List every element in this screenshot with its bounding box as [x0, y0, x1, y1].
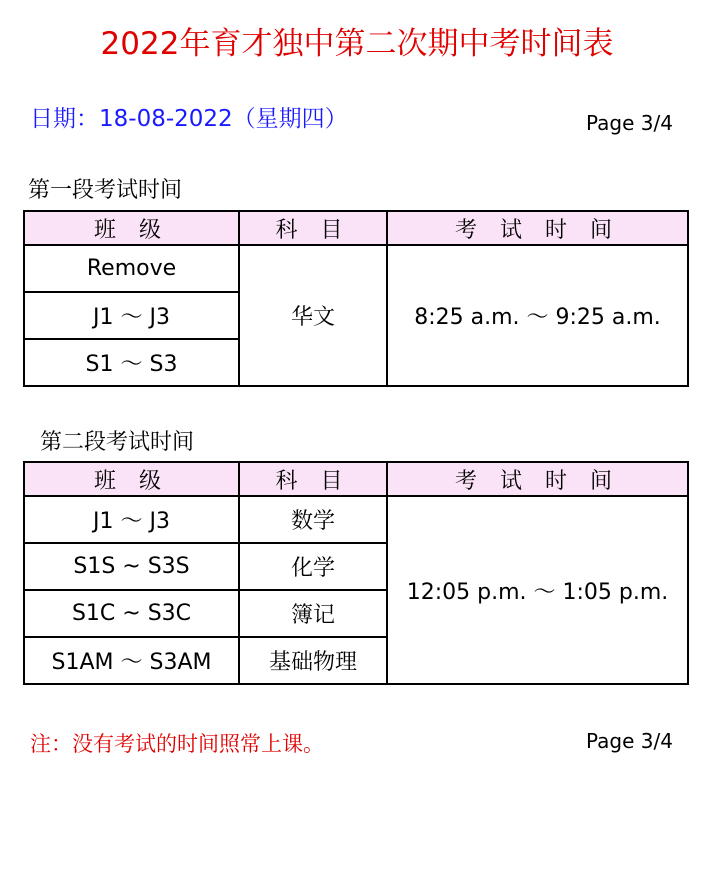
- class-cell: S1S ~ S3S: [24, 543, 239, 590]
- class-cell: J1 ～ J3: [24, 292, 239, 339]
- class-cell: Remove: [24, 245, 239, 292]
- table-row: [24, 496, 688, 543]
- subject-cell: 基础物理: [239, 637, 387, 684]
- header-time: 考 试 时 间: [387, 211, 688, 245]
- subject-cell: 簿记: [239, 590, 387, 637]
- header-class: 班 级: [24, 462, 239, 496]
- section1-table: [23, 210, 689, 387]
- exam-date: 日期：18-08-2022（星期四）: [30, 106, 348, 132]
- section1-title: 第一段考试时间: [28, 178, 183, 203]
- section2-table: [23, 461, 689, 685]
- class-cell: S1 ～ S3: [24, 339, 239, 386]
- table-header-row: [24, 462, 688, 496]
- header-time: 考 试 时 间: [387, 462, 688, 496]
- subject-cell: 华文: [239, 245, 387, 386]
- class-cell: J1 ～ J3: [24, 496, 239, 543]
- time-cell: 8:25 a.m. ～ 9:25 a.m.: [387, 245, 688, 386]
- footer-note: 注：没有考试的时间照常上课。: [30, 732, 324, 756]
- subject-cell: 数学: [239, 496, 387, 543]
- page-title: 2022年育才独中第二次期中考时间表: [100, 26, 614, 62]
- table-header-row: [24, 211, 688, 245]
- class-cell: S1AM ～ S3AM: [24, 637, 239, 684]
- page-number-top: Page 3/4: [586, 111, 673, 135]
- page-number-bottom: Page 3/4: [586, 729, 673, 753]
- time-cell: 12:05 p.m. ～ 1:05 p.m.: [387, 496, 688, 684]
- section2-title: 第二段考试时间: [40, 430, 195, 455]
- subject-cell: 化学: [239, 543, 387, 590]
- class-cell: S1C ~ S3C: [24, 590, 239, 637]
- header-class: 班 级: [24, 211, 239, 245]
- header-subject: 科 目: [239, 211, 387, 245]
- table-row: [24, 245, 688, 292]
- header-subject: 科 目: [239, 462, 387, 496]
